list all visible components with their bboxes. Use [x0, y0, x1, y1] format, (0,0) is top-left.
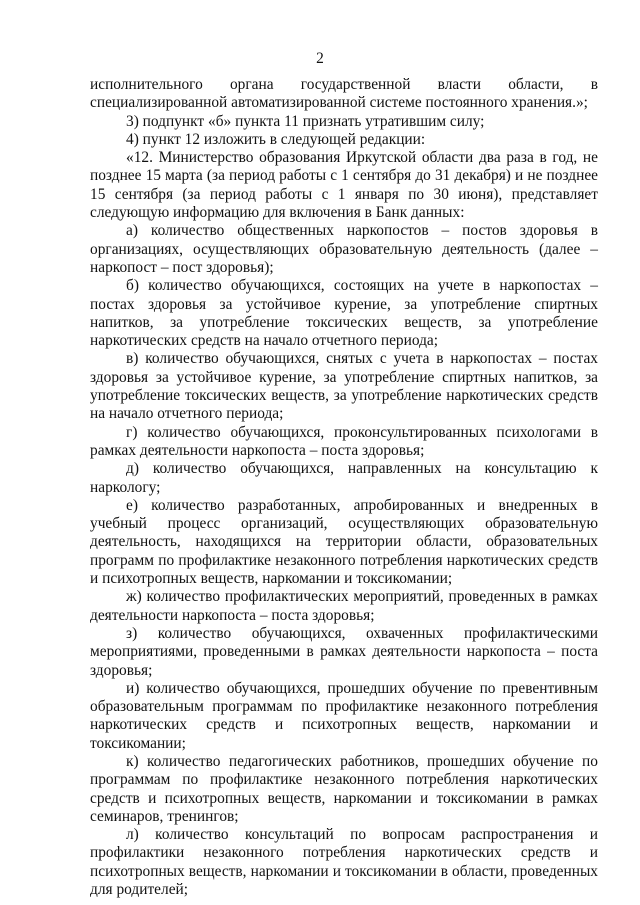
paragraph-subitem-d: д) количество обучающихся, направленных на консультацию к наркологу; [90, 460, 598, 496]
paragraph-item-3: 3) подпункт «б» пункта 11 признать утратившим силу; [126, 112, 485, 130]
paragraph-item-4: 4) пункт 12 изложить в следующей редакции: [126, 130, 426, 148]
paragraph-continuation: исполнительного органа государственной власти области, в специализированной автоматизированной системе постоянного хранения.»; [90, 76, 598, 112]
paragraph-subitem-z: з) количество обучающихся, охваченных профилактическими мероприятиями, проведенными в рамках деятельности наркопоста – поста здоровья; [90, 624, 598, 679]
paragraph-subitem-zh: ж) количество профилактических мероприятий, проведенных в рамках деятельности наркопоста – поста здоровья; [90, 588, 598, 624]
paragraph-subitem-i: и) количество обучающихся, прошедших обучение по превентивным образовательным программам по профилактике незаконного потребления наркотических средств и психотропных веществ, наркомании и токсикомании; [90, 679, 598, 752]
paragraph-clause-12: «12. Министерство образования Иркутской области два раза в год, не позднее 15 марта (за период работы с 1 сентября до 31 декабря) и не позднее 15 сентября (за период работы с 1 января по 30 июня), представляет следующую информацию для включения в Банк данных: [90, 149, 598, 222]
paragraph-subitem-a: а) количество общественных наркопостов – постов здоровья в организациях, осуществляющих образовательную деятельность (далее – наркопост – пост здоровья); [90, 222, 598, 276]
page-number: 2 [316, 50, 324, 67]
paragraph-subitem-v: в) количество обучающихся, снятых с учета в наркопостах – постах здоровья за устойчивое курение, за употребление спиртных напитков, за употребление токсических веществ, за употребление наркотических средств на начало отчетного периода; [90, 350, 598, 423]
paragraph-subitem-l: л) количество консультаций по вопросам распространения и профилактики незаконного потребления наркотических средств и психотропных веществ, наркомании и токсикомании в области, проведенных для родителей; [90, 826, 598, 899]
paragraph-subitem-b: б) количество обучающихся, состоящих на учете в наркопостах – постах здоровья за устойчивое курение, за употребление спиртных напитков, за употребление токсических веществ, за употребление наркотических средств на начало отчетного периода; [90, 277, 598, 350]
paragraph-subitem-g: г) количество обучающихся, проконсультированных психологами в рамках деятельности наркопоста – поста здоровья; [90, 423, 598, 459]
paragraph-subitem-e: е) количество разработанных, апробированных и внедренных в учебный процесс организаций, осуществляющих образовательную деятельность, находящихся на территории области, образовательных программ по профилактике незаконного потребления наркотических средств и психотропных веществ, наркомании и токсикомании; [90, 496, 598, 588]
paragraph-subitem-k: к) количество педагогических работников, прошедших обучение по программам по профилактике незаконного потребления наркотических средств и психотропных веществ, наркомании и токсикомании в рамках семинаров, тренингов; [90, 752, 598, 825]
document-body [90, 76, 598, 899]
